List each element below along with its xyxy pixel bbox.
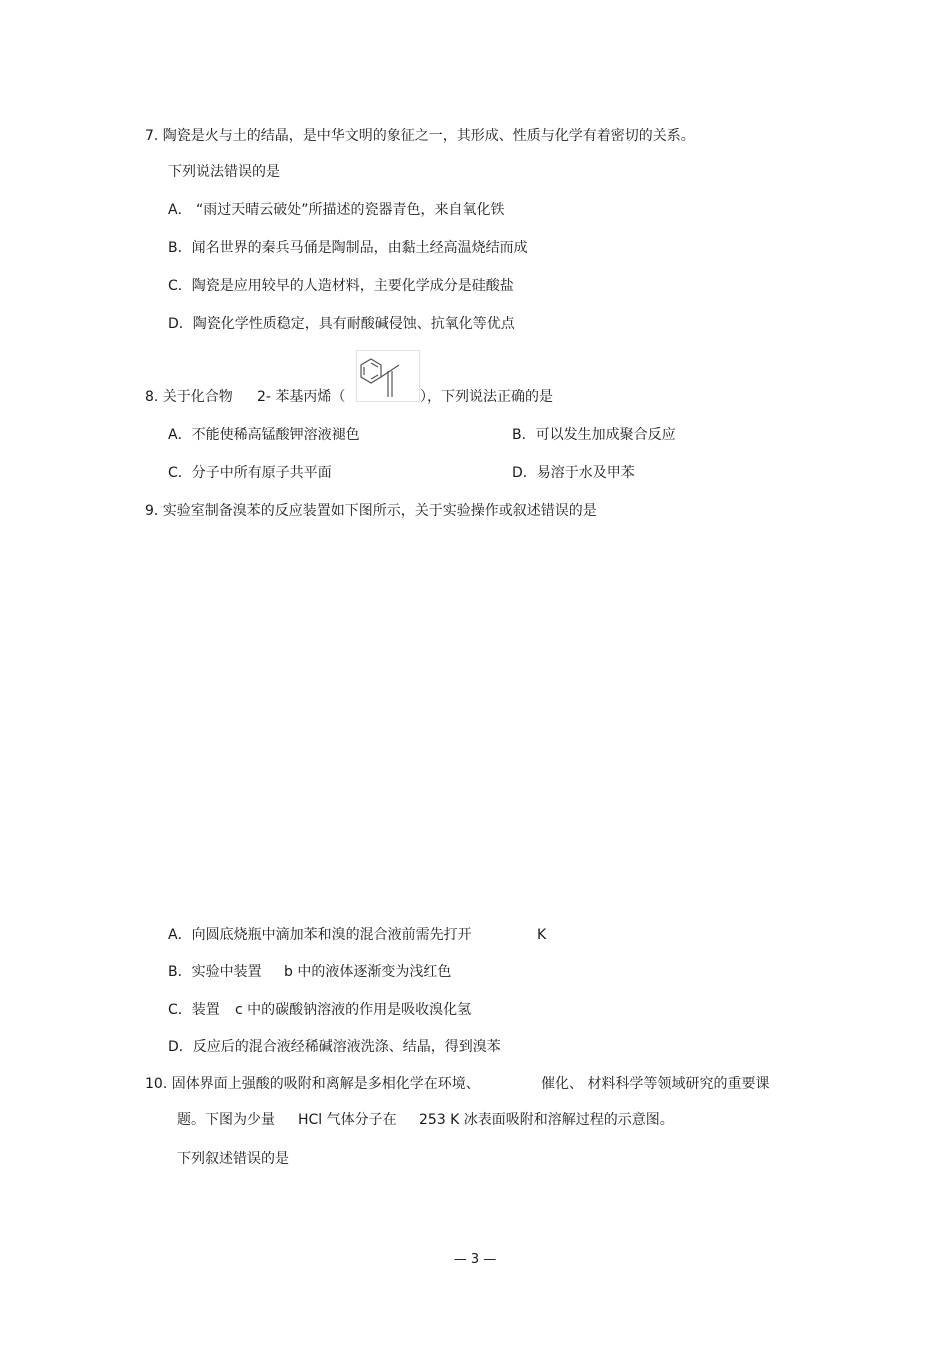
page-number: — 3 — (453, 1252, 497, 1267)
q10-line2-part2: HCl 气体分子在 (298, 1112, 397, 1128)
q10-line2-part3: 253 K 冰表面吸附和溶解过程的示意图。 (419, 1112, 674, 1128)
q10-line1-part1: 10. 固体界面上强酸的吸附和离解是多相化学在环境、 (145, 1076, 480, 1092)
q8-stem-before: 8. 关于化合物 (145, 389, 233, 405)
q8-stem-after: ），下列说法正确的是 (420, 389, 553, 405)
q9-stem: 9. 实验室制备溴苯的反应装置如下图所示，关于实验操作或叙述错误的是 (145, 503, 597, 519)
q8-option-c: C．分子中所有原子共平面 (168, 465, 332, 481)
q9-option-b-post: b 中的液体逐渐变为浅红色 (284, 964, 452, 980)
q10-line1-part2: 催化、 材料科学等领域研究的重要课 (541, 1076, 770, 1092)
q7-option-a: A． “雨过天晴云破处”所描述的瓷器青色，来自氧化铁 (168, 202, 505, 218)
q8-compound: 2- 苯基丙烯（ (257, 389, 346, 405)
q9-option-a: A．向圆底烧瓶中滴加苯和溴的混合液前需先打开 (168, 927, 472, 943)
q9-option-a-tail: K (537, 927, 547, 943)
alpha-methylstyrene-structure-image (356, 350, 420, 402)
q7-option-c: C．陶瓷是应用较早的人造材料，主要化学成分是硅酸盐 (168, 278, 514, 294)
q8-option-d: D．易溶于水及甲苯 (512, 465, 635, 481)
q9-option-d: D．反应后的混合液经稀碱溶液洗涤、结晶，得到溴苯 (168, 1039, 501, 1055)
q8-option-a: A．不能使稀高锰酸钾溶液褪色 (168, 427, 360, 443)
q7-stem: 7. 陶瓷是火与土的结晶，是中华文明的象征之一，其形成、性质与化学有着密切的关系。 (145, 128, 695, 144)
q8-option-b: B．可以发生加成聚合反应 (512, 427, 676, 443)
q7-option-b: B．闻名世界的秦兵马俑是陶制品，由黏土经高温烧结而成 (168, 240, 528, 256)
q7-option-d: D．陶瓷化学性质稳定，具有耐酸碱侵蚀、抗氧化等优点 (168, 316, 515, 332)
q9-option-b-pre: B．实验中装置 (168, 964, 262, 980)
benzene-ring-structure-icon (357, 351, 419, 401)
q10-line2-part1: 题。下图为少量 (177, 1112, 275, 1128)
q9-option-c-post: c 中的碳酸钠溶液的作用是吸收溴化氢 (235, 1002, 472, 1018)
q10-prompt: 下列叙述错误的是 (177, 1151, 289, 1167)
q7-prompt: 下列说法错误的是 (168, 164, 280, 180)
q9-option-c-pre: C．装置 (168, 1002, 220, 1018)
